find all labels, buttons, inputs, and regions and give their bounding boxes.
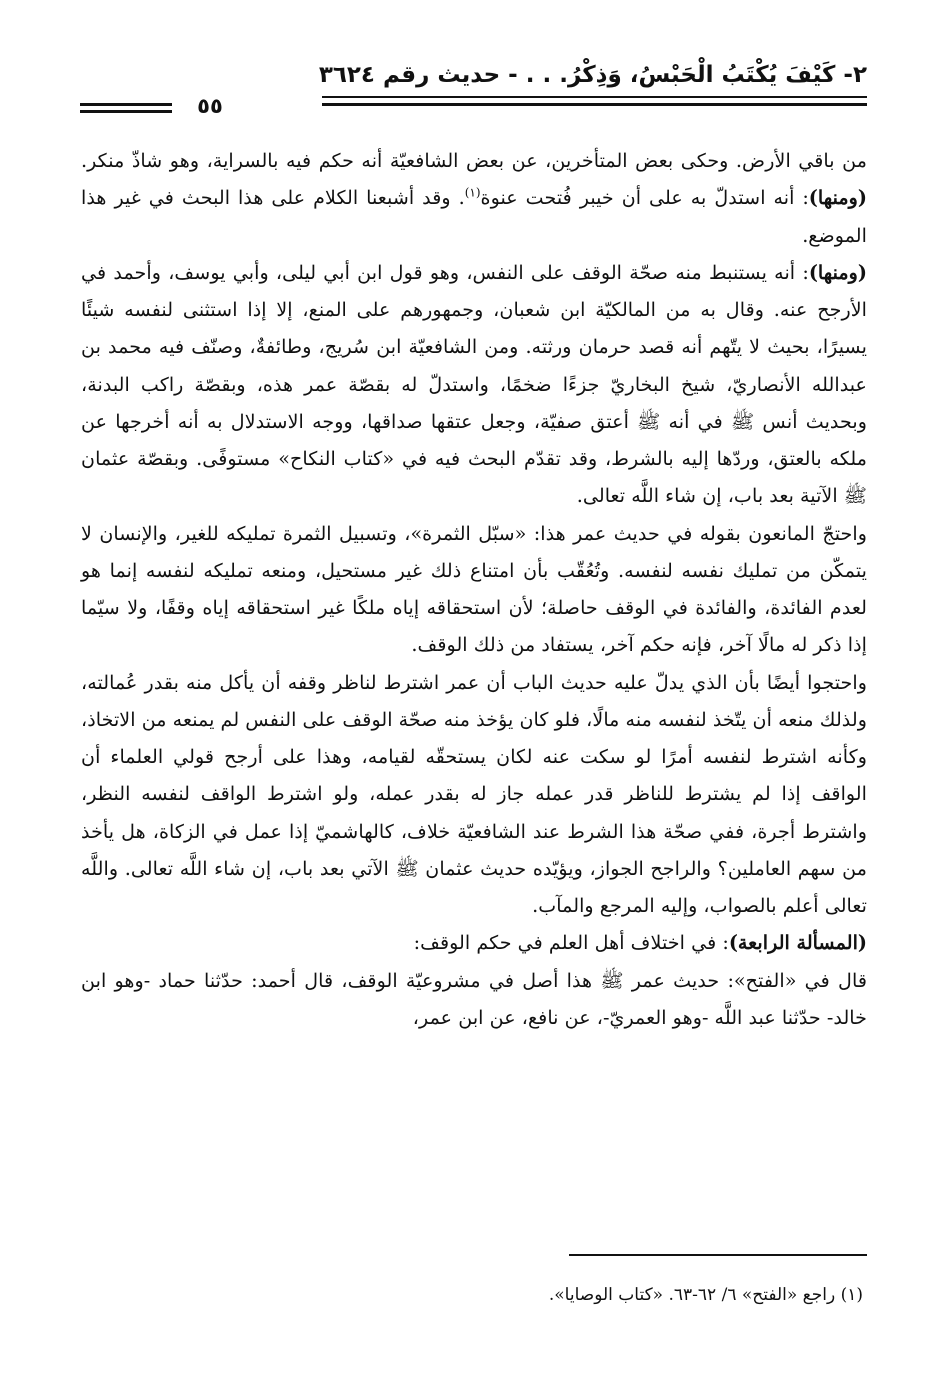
header-rule-thin: [322, 96, 867, 98]
running-title: ٢- كَيْفَ يُكْتَبُ الْحَبْسُ، وَذِكْرُ. . . - حديث رقم ٣٦٢٤: [318, 62, 867, 88]
paragraph-text: واحتجّ المانعون بقوله في حديث عمر هذا: «سبّل الثمرة»، وتسبيل الثمرة تمليكه للغير، والإنسان لا يتمكّن من تمليك نفسه لنفسه. وتُعُقّب بأن امتناع ذلك غير مستحيل، ومنعه تمليكه لنفسه إنما هو لعدم الفائدة، والفائدة في الوقف حاصلة؛ لأن استحقاقه إياه ملكًا غير استحقاقه إياه وقفًا، ولا سيّما إذا ذكر له مالًا آخر، فإنه حكم آخر، يستفاد من ذلك الوقف.: [81, 521, 867, 657]
paragraph: [81, 254, 867, 515]
header-rule-thick: [322, 103, 867, 106]
paragraph: [81, 962, 867, 1037]
header-left-rule: [80, 110, 172, 113]
footnote-reference[interactable]: (١): [464, 185, 481, 200]
paragraph: [81, 142, 867, 254]
paragraph-text: . وقد أشبعنا الكلام على هذا البحث في غير هذا الموضع.: [81, 186, 867, 247]
footnote-separator: [569, 1254, 867, 1256]
page-number: ٥٥: [197, 94, 223, 118]
paragraph: [81, 664, 867, 925]
paragraph-text: من باقي الأرض. وحكى بعض المتأخرين، عن بعض الشافعيّة أنه حكم فيه بالسراية، وهو شاذّ منكر.: [81, 149, 867, 172]
section-heading: (المسألة الرابعة): [728, 931, 867, 955]
header-left-rules: [80, 103, 172, 117]
header-left-rule: [80, 103, 172, 106]
paragraph-text: : أنه استدلّ به على أن خيبر فُتحت عنوة: [480, 186, 809, 210]
paragraph-text: واحتجوا أيضًا بأن الذي يدلّ عليه حديث الباب أن عمر اشترط لناظر وقفه أن يأكل منه بقدر عُمالته، ولذلك منعه أن يتّخذ لنفسه منه مالًا، فلو كان يؤخذ منه صحّة الوقف على النفس لم يمنعه من الاتخاذ، وكأنه اشترط لنفسه أمرًا لو سكت عنه لكان يستحقّه لقيامه، وهذا على أرجح قولي العلماء أن الواقف إذا لم يشترط للناظر قدر عمله جاز له بقدر عمله، ولو اشترط الواقف لنفسه النظر، واشترط أجرة، ففي صحّة هذا الشرط عند الشافعيّة خلاف، كالهاشميّ إذا عمل في الزكاة، هل يأخذ من سهم العاملين؟ والراجح الجواز، ويؤيّده حديث عثمان ﷺ الآتي بعد باب، إن شاء اللَّه تعالى. واللَّه تعالى أعلم بالصواب، وإليه المرجع والمآب.: [81, 670, 867, 917]
footnote: (١) راجع «الفتح» ٦/ ٦٢-٦٣. «كتاب الوصايا».: [548, 1285, 863, 1305]
paragraph-text: : في اختلاف أهل العلم في حكم الوقف:: [413, 931, 729, 955]
paragraph-text: قال في «الفتح»: حديث عمر ﷺ هذا أصل في مشروعيّة الوقف، قال أحمد: حدّثنا حماد -وهو ابن خالد- حدّثنا عبد اللَّه -وهو العمريّ-، عن نافع، عن ابن عمر،: [81, 968, 867, 1029]
paragraph: [81, 515, 867, 664]
paragraph: [81, 924, 867, 961]
bold-term: (ومنها): [808, 186, 867, 210]
paragraph-text: : أنه يستنبط منه صحّة الوقف على النفس، وهو قول ابن أبي ليلى، وأبي يوسف، وأحمد في الأرجح عنه. وقال به من المالكيّة ابن شعبان، وجمهورهم على المنع، إلا إذا استثنى لنفسه شيئًا يسيرًا، بحيث لا يتّهم أنه قصد حرمان ورثته. ومن الشافعيّة ابن سُريج، وطائفةٌ، وصنّف فيه محمد بن عبدالله الأنصاريّ، شيخ البخاريّ جزءًا ضخمًا، واستدلّ له بقصّة عمر هذه، وبقصّة راكب البدنة، وبحديث أنس ﷺ في أنه ﷺ أعتق صفيّة، وجعل عتقها صداقها، ووجه الاستدلال به أنه أخرجها عن ملكه بالعتق، وردّها إليه بالشرط، وقد تقدّم البحث فيه في «كتاب النكاح» مستوفًى. وبقصّة عثمان ﷺ الآتية بعد باب، إن شاء اللَّه تعالى.: [81, 260, 867, 508]
bold-term: (ومنها): [808, 260, 867, 284]
body-text: [81, 142, 867, 1036]
